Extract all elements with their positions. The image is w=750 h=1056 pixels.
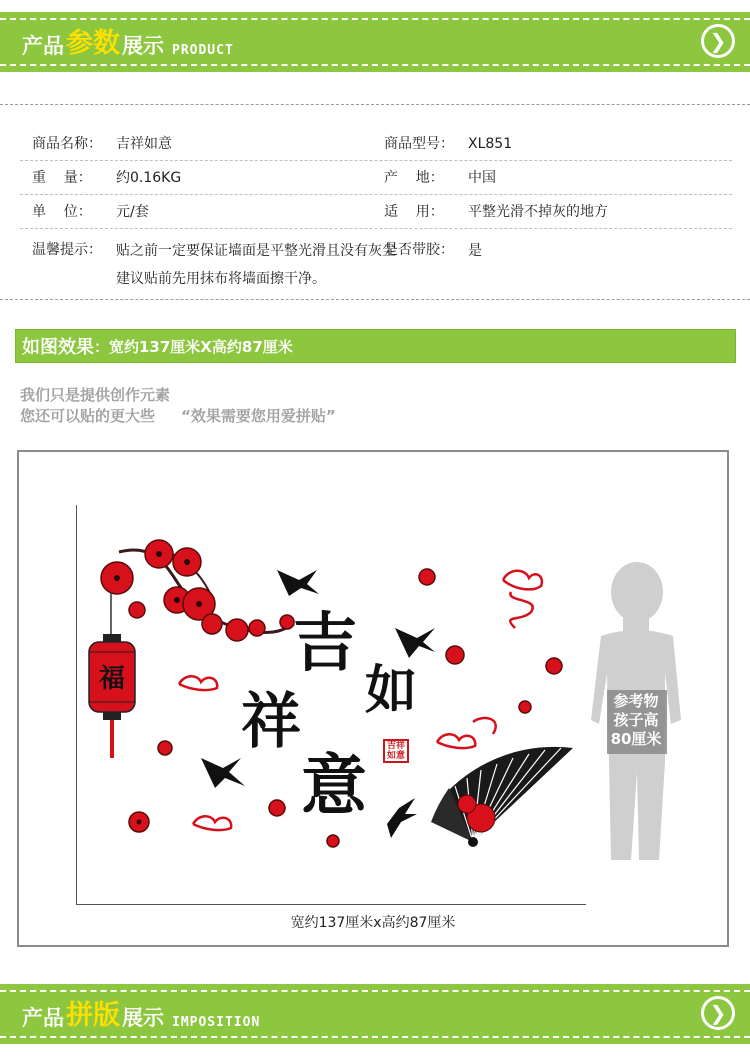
divider xyxy=(0,299,750,300)
calligraphy-char: 意 xyxy=(301,746,367,824)
effect-title: 如图效果 xyxy=(22,337,94,358)
intro-quote: “效果需要您用爱拼贴” xyxy=(181,407,336,425)
calligraphy-char: 如 xyxy=(365,660,418,721)
person-label-line-2: 孩子高 xyxy=(613,711,659,729)
effect-bar xyxy=(15,329,736,363)
param-label: 商品名称： xyxy=(32,136,102,152)
param-value: 平整光滑不掉灰的地方 xyxy=(468,204,608,220)
plum-blossom xyxy=(269,800,285,816)
banner-title-english: PRODUCT xyxy=(172,43,234,58)
plum-blossom xyxy=(280,615,294,629)
preview-frame xyxy=(17,450,729,947)
param-label: 产 地： xyxy=(384,170,444,186)
param-value: 中国 xyxy=(468,170,496,186)
params-row xyxy=(20,229,732,289)
plum-blossom xyxy=(546,658,562,674)
banner-title-part2: 参数 xyxy=(66,28,120,59)
banner-title-part3: 展示 xyxy=(122,34,164,58)
auspicious-cloud xyxy=(503,571,542,590)
intro-line-2: 您还可以贴的更大些 xyxy=(20,407,156,425)
person-label-line-1: 参考物 xyxy=(613,692,659,710)
banner-title-part2: 拼版 xyxy=(66,1000,120,1031)
param-value: 元/套 xyxy=(116,204,149,220)
param-label: 重 量： xyxy=(32,170,92,186)
plum-blossom xyxy=(158,741,172,755)
params-table xyxy=(20,127,732,289)
param-value: XL851 xyxy=(468,136,513,152)
folding-fan xyxy=(431,747,573,847)
arrow-right-circle-icon[interactable]: ❯ xyxy=(701,996,735,1030)
param-value: 约0.16KG xyxy=(116,170,182,186)
product-imposition-banner xyxy=(0,984,750,1044)
intro-line-1: 我们只是提供创作元素 xyxy=(20,386,171,404)
effect-size: ：宽约137厘米X高约87厘米 xyxy=(94,337,293,356)
person-label-line-3: 80厘米 xyxy=(610,730,662,748)
param-label: 是否带胶： xyxy=(384,242,454,258)
banner-title-english: IMPOSITION xyxy=(172,1015,261,1030)
tip-line-2: 建议贴前先用抹布将墙面擦干净。 xyxy=(116,271,326,287)
plum-blossom xyxy=(129,602,145,618)
product-params-banner xyxy=(0,12,750,72)
param-value xyxy=(116,237,396,289)
auspicious-cloud xyxy=(437,734,475,748)
cloud-swirl xyxy=(473,718,496,734)
plum-blossom xyxy=(519,701,531,713)
param-value: 是 xyxy=(468,243,482,259)
banner-dash-top xyxy=(0,18,750,20)
plum-blossom xyxy=(327,835,339,847)
auspicious-cloud xyxy=(179,676,217,690)
banner-title xyxy=(22,998,260,1032)
param-label: 温馨提示： xyxy=(32,242,102,258)
param-label: 商品型号： xyxy=(384,136,454,152)
param-label: 适 用： xyxy=(384,204,444,220)
plum-blossom xyxy=(226,619,248,641)
swallow xyxy=(201,758,245,788)
divider xyxy=(0,104,750,105)
intro-text xyxy=(20,385,336,427)
params-row xyxy=(20,127,732,161)
calligraphy-char: 吉 xyxy=(293,606,357,681)
swallow xyxy=(387,798,417,838)
banner-dash-top xyxy=(0,990,750,992)
arrow-right-circle-icon[interactable]: ❯ xyxy=(701,24,735,58)
person-reference-label xyxy=(603,692,669,749)
red-seal-stamp: 吉祥如意 xyxy=(383,739,409,763)
cloud-swirl xyxy=(510,592,533,628)
banner-dash-bottom xyxy=(0,1036,750,1038)
banner-title-part1: 产品 xyxy=(22,34,64,58)
plum-blossom xyxy=(419,569,435,585)
param-label: 单 位： xyxy=(32,204,92,220)
preview-caption: 宽约137厘米x高约87厘米 xyxy=(290,915,456,931)
params-row xyxy=(20,161,732,195)
lantern-fu-char: 福 xyxy=(99,664,126,694)
tip-line-1: 贴之前一定要保证墙面是平整光滑且没有灰尘 xyxy=(116,243,396,259)
calligraphy-char: 祥 xyxy=(241,687,301,757)
plum-blossom xyxy=(446,646,464,664)
banner-title-part1: 产品 xyxy=(22,1006,64,1030)
param-value: 吉祥如意 xyxy=(116,136,172,152)
params-row xyxy=(20,195,732,229)
banner-title xyxy=(22,26,234,60)
plum-blossom xyxy=(249,620,265,636)
lantern-cap xyxy=(103,634,121,642)
banner-title-part3: 展示 xyxy=(122,1006,164,1030)
banner-dash-bottom xyxy=(0,64,750,66)
plum-blossom xyxy=(202,614,222,634)
auspicious-cloud xyxy=(193,816,231,830)
